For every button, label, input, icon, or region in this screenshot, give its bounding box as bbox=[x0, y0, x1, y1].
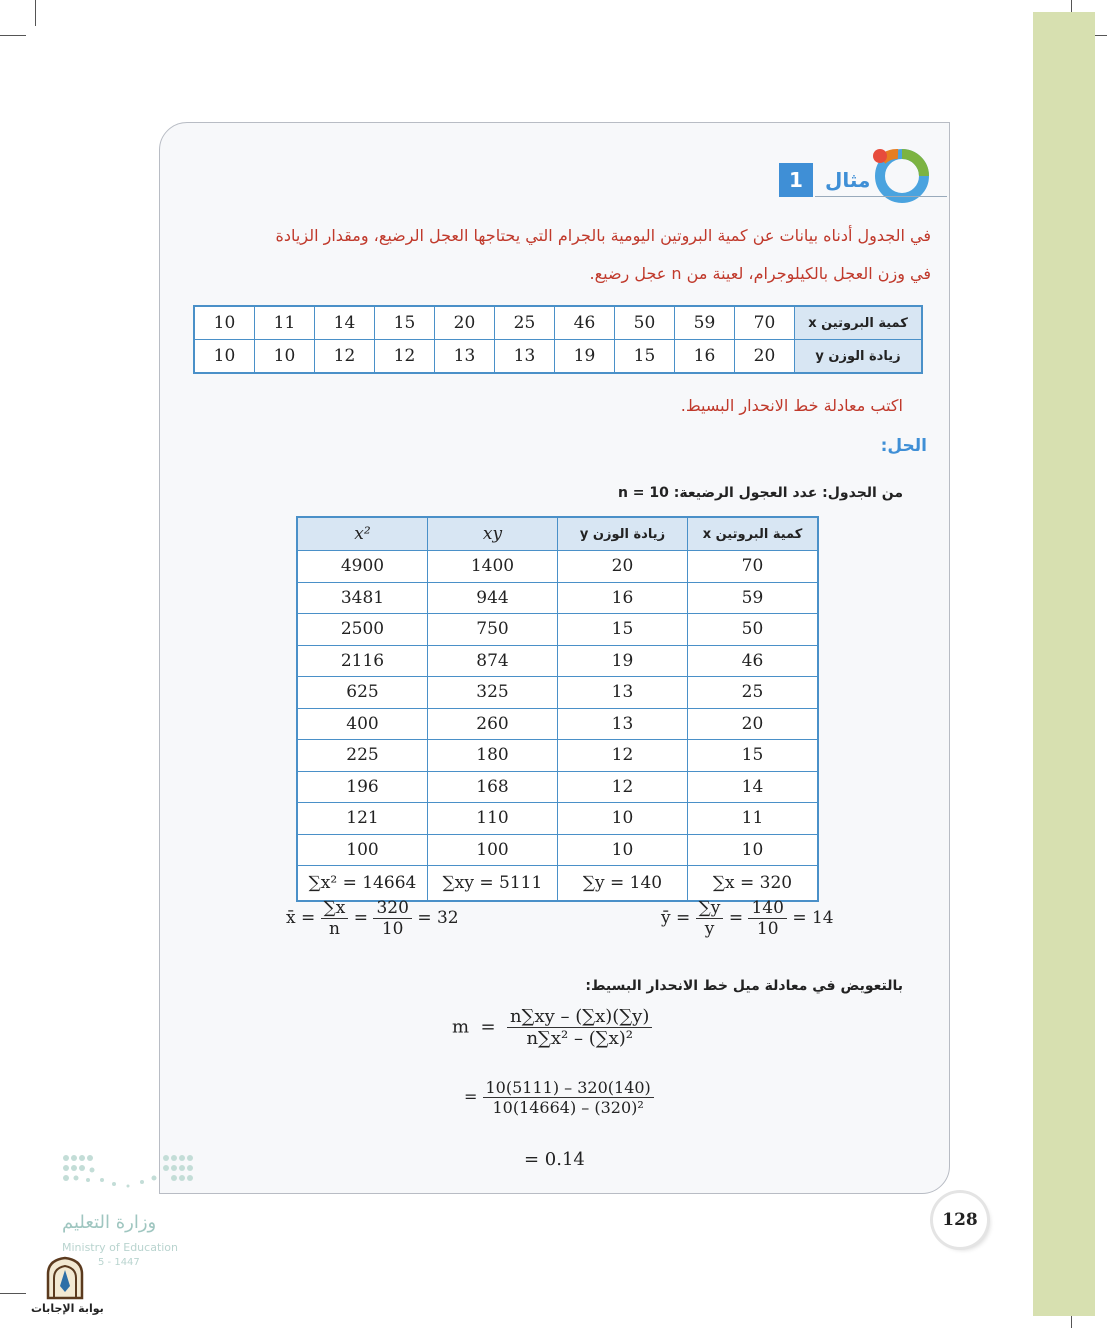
header-y: زيادة الوزن y bbox=[558, 517, 688, 551]
portal-name: بوابة الإجابات bbox=[31, 1302, 104, 1315]
data-row-label-y: زيادة الوزن y bbox=[795, 340, 923, 374]
data-cell: 16 bbox=[675, 340, 735, 374]
table-cell: 2116 bbox=[297, 645, 428, 677]
table-cell: 625 bbox=[297, 677, 428, 709]
table-cell: 11 bbox=[688, 803, 819, 835]
ministry-year: 5 - 1447 bbox=[98, 1257, 140, 1268]
crop-mark bbox=[35, 0, 36, 26]
table-cell: 110 bbox=[428, 803, 558, 835]
data-cell: 15 bbox=[375, 306, 435, 340]
table-row bbox=[297, 614, 818, 646]
table-cell: 260 bbox=[428, 708, 558, 740]
example-label: مثال bbox=[825, 168, 871, 192]
example-tag bbox=[779, 162, 870, 198]
table-cell: 180 bbox=[428, 740, 558, 772]
data-cell: 20 bbox=[735, 340, 795, 374]
sum-x: ∑x = 320 bbox=[688, 866, 819, 902]
table-cell: 25 bbox=[688, 677, 819, 709]
table-cell: 2500 bbox=[297, 614, 428, 646]
x-mean-values: $\frac{320}{10}$ bbox=[373, 898, 411, 939]
data-table bbox=[193, 305, 923, 374]
table-row bbox=[297, 677, 818, 709]
header-x2: x² bbox=[297, 517, 428, 551]
table-cell: 12 bbox=[558, 740, 688, 772]
data-cell: 10 bbox=[255, 340, 315, 374]
table-cell: 15 bbox=[688, 740, 819, 772]
table-cell: 15 bbox=[558, 614, 688, 646]
data-cell: 11 bbox=[255, 306, 315, 340]
table-cell: 70 bbox=[688, 551, 819, 583]
data-cell: 70 bbox=[735, 306, 795, 340]
table-row bbox=[297, 582, 818, 614]
data-cell: 13 bbox=[435, 340, 495, 374]
substitute-text: بالتعويض في معادلة ميل خط الانحدار البسيط: bbox=[585, 978, 903, 994]
data-cell: 59 bbox=[675, 306, 735, 340]
table-cell: 100 bbox=[428, 834, 558, 866]
y-mean-values: $\frac{140}{10}$ bbox=[748, 898, 786, 939]
ministry-arabic-name: وزارة التعليم bbox=[62, 1212, 157, 1233]
sample-size-text: من الجدول: عدد العجول الرضيعة: n = 10 bbox=[617, 485, 903, 501]
table-cell: 10 bbox=[688, 834, 819, 866]
slope-formula-frac: $\frac{n\sum xy - (\sum x)(\sum y)}{\text{n∑x² – (∑x)²}}$ bbox=[507, 1006, 652, 1049]
table-row bbox=[297, 740, 818, 772]
data-cell: 10 bbox=[194, 306, 255, 340]
ministry-english-name: Ministry of Education bbox=[62, 1241, 179, 1254]
data-cell: 50 bbox=[615, 306, 675, 340]
table-cell: 13 bbox=[558, 708, 688, 740]
data-cell: 19 bbox=[555, 340, 615, 374]
portal-logo-icon bbox=[44, 1256, 86, 1300]
side-color-strip bbox=[1033, 12, 1095, 1316]
table-cell: 1400 bbox=[428, 551, 558, 583]
sums-row bbox=[297, 866, 818, 902]
table-cell: 944 bbox=[428, 582, 558, 614]
data-cell: 20 bbox=[435, 306, 495, 340]
calc-table bbox=[296, 516, 819, 902]
table-row bbox=[297, 708, 818, 740]
slope-symbol: m bbox=[452, 1016, 470, 1038]
solution-label: الحل: bbox=[880, 436, 927, 456]
table-cell: 400 bbox=[297, 708, 428, 740]
y-mean-formula: ȳ = $\frac{\sum y}{y}$ = $\frac{140}{10}$ = 14 bbox=[661, 898, 834, 939]
table-row bbox=[297, 803, 818, 835]
table-cell: 325 bbox=[428, 677, 558, 709]
table-cell: 3481 bbox=[297, 582, 428, 614]
x-mean-lhs: x̄ = bbox=[286, 908, 316, 928]
x-mean-frac: $\frac{\sum x}{n}$ bbox=[321, 898, 349, 939]
task-text: اكتب معادلة خط الانحدار البسيط. bbox=[680, 396, 903, 415]
table-cell: 59 bbox=[688, 582, 819, 614]
data-cell: 12 bbox=[315, 340, 375, 374]
table-cell: 750 bbox=[428, 614, 558, 646]
table-cell: 874 bbox=[428, 645, 558, 677]
table-cell: 196 bbox=[297, 771, 428, 803]
header-x: كمية البروتين x bbox=[688, 517, 819, 551]
data-row-y bbox=[194, 340, 922, 374]
table-row bbox=[297, 834, 818, 866]
data-cell: 46 bbox=[555, 306, 615, 340]
table-cell: 20 bbox=[558, 551, 688, 583]
sum-xy: ∑xy = 5111 bbox=[428, 866, 558, 902]
page-number: 128 bbox=[933, 1193, 987, 1247]
data-cell: 10 bbox=[194, 340, 255, 374]
y-mean-frac: $\frac{\sum y}{y}$ bbox=[696, 898, 724, 939]
table-cell: 19 bbox=[558, 645, 688, 677]
example-number: 1 bbox=[779, 163, 813, 197]
table-row bbox=[297, 645, 818, 677]
table-cell: 13 bbox=[558, 677, 688, 709]
table-cell: 100 bbox=[297, 834, 428, 866]
y-mean-lhs: ȳ = bbox=[661, 908, 691, 928]
table-cell: 14 bbox=[688, 771, 819, 803]
x-mean-result: = 32 bbox=[417, 908, 459, 928]
crop-mark bbox=[0, 1293, 26, 1294]
data-row-x bbox=[194, 306, 922, 340]
table-cell: 225 bbox=[297, 740, 428, 772]
data-cell: 14 bbox=[315, 306, 375, 340]
table-cell: 10 bbox=[558, 834, 688, 866]
table-cell: 4900 bbox=[297, 551, 428, 583]
problem-line-2: في وزن العجل بالكيلوجرام، لعينة من n عجل رضيع. bbox=[589, 264, 931, 283]
table-row bbox=[297, 771, 818, 803]
slope-formula: m = $\frac{n\sum xy - (\sum x)(\sum y)}{\text{n∑x² – (∑x)²}}$ bbox=[452, 1006, 652, 1049]
x-mean-formula: x̄ = $\frac{\sum x}{n}$ = $\frac{320}{10}$ = 32 bbox=[286, 898, 459, 939]
table-cell: 16 bbox=[558, 582, 688, 614]
table-cell: 121 bbox=[297, 803, 428, 835]
table-cell: 46 bbox=[688, 645, 819, 677]
sum-y: ∑y = 140 bbox=[558, 866, 688, 902]
table-cell: 50 bbox=[688, 614, 819, 646]
crop-mark bbox=[0, 35, 26, 36]
data-cell: 12 bbox=[375, 340, 435, 374]
sum-x2: ∑x² = 14664 bbox=[297, 866, 428, 902]
table-cell: 12 bbox=[558, 771, 688, 803]
data-row-label-x: كمية البروتين x bbox=[795, 306, 923, 340]
table-cell: 10 bbox=[558, 803, 688, 835]
slope-substitution: = $\frac{10(5111) - 320(140)}{\text{10(14664) – (320)²}}$ bbox=[464, 1078, 654, 1117]
slope-substitution-frac: $\frac{10(5111) - 320(140)}{\text{10(14664) – (320)²}}$ bbox=[483, 1078, 654, 1117]
table-cell: 20 bbox=[688, 708, 819, 740]
slope-result: = 0.14 bbox=[524, 1149, 585, 1170]
y-mean-result: = 14 bbox=[792, 908, 834, 928]
table-row bbox=[297, 551, 818, 583]
header-xy: xy bbox=[428, 517, 558, 551]
data-cell: 25 bbox=[495, 306, 555, 340]
data-cell: 13 bbox=[495, 340, 555, 374]
data-cell: 15 bbox=[615, 340, 675, 374]
table-cell: 168 bbox=[428, 771, 558, 803]
problem-line-1: في الجدول أدناه بيانات عن كمية البروتين اليومية بالجرام التي يحتاجها العجل الرضيع، ومقدار الزيادة bbox=[275, 226, 931, 245]
ministry-dots-icon bbox=[58, 1150, 198, 1192]
